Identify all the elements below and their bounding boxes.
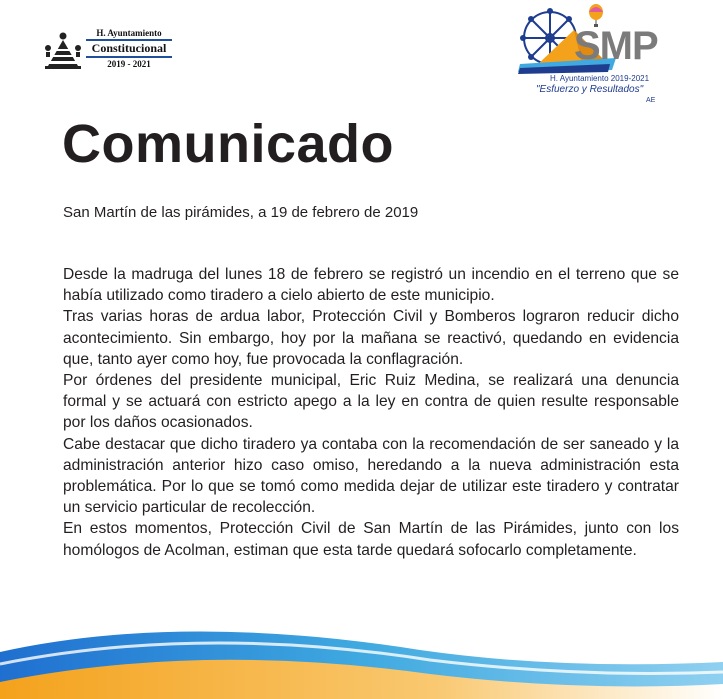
paragraph-1: Desde la madruga del lunes 18 de febrero se registró un incendio en el terreno que se había utilizado como tiradero a cielo abierto de este municipio. [63, 266, 679, 305]
paragraph-5: En estos momentos, Protección Civil de San Martín de las Pirámides, junto con los homólogos de Acolman, estiman que esta tarde quedará sofocarlo completamente. [63, 520, 679, 559]
blue-orange-wave-icon [0, 612, 723, 699]
smp-initials: AE [646, 97, 656, 104]
logo-rule-bottom [86, 56, 172, 58]
pyramid-emblem-icon [42, 30, 84, 70]
paragraph-2: Tras varias horas de ardua labor, Protección Civil y Bomberos lograron reducir dicho acontecimiento. Sin embargo, hoy por la mañana se reactivó, quedando en evidencia que, tanto ayer como hoy, fue provocada la conflagración. [63, 308, 679, 368]
paragraph-3: Por órdenes del presidente municipal, Eric Ruiz Medina, se realizará una denuncia formal y se actuará con estricto apego a la ley en contra de quien resulte responsable por los daños ocasionados. [63, 372, 679, 432]
logo-line-1: H. Ayuntamiento [96, 28, 162, 38]
page-title: Comunicado [62, 114, 395, 174]
smp-slogan: "Esfuerzo y Resultados" [536, 84, 644, 95]
smp-logo [516, 2, 684, 106]
dateline: San Martín de las pirámides, a 19 de febrero de 2019 [63, 204, 419, 221]
smp-line-1: H. Ayuntamiento 2019-2021 [550, 74, 650, 83]
ayuntamiento-title [86, 28, 172, 68]
logo-line-2: Constitucional [91, 41, 167, 55]
logo-line-3: 2019 - 2021 [107, 59, 151, 69]
communique-body [63, 264, 679, 561]
paragraph-4: Cabe destacar que dicho tiradero ya contaba con la recomendación de ser saneado y la administración anterior hizo caso omiso, heredando a la nueva administración esta problemática. Por lo que se tomó como medida dejar de utilizar este tiradero y contratar un servicio particular de recolección. [63, 435, 679, 517]
smp-acronym: SMP [574, 24, 658, 68]
ayuntamiento-logo [42, 26, 174, 70]
